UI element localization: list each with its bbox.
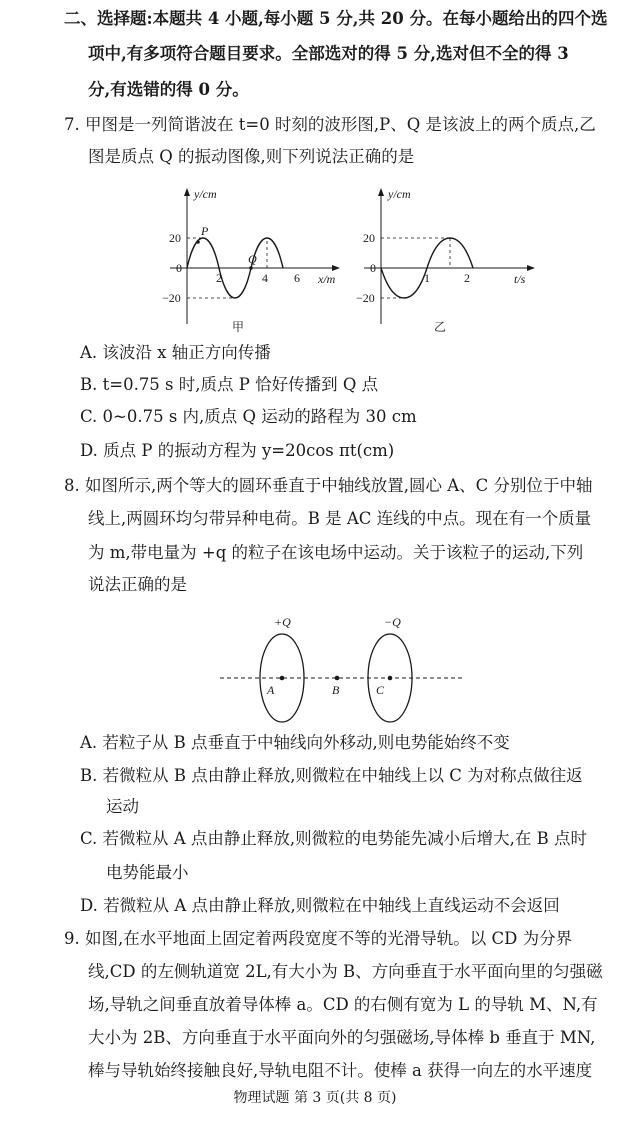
q7-vib-x-tick: 2 [464, 271, 470, 285]
q8-option-c: C. 若微粒从 A 点由静止释放,则微粒的电势能先减小后增大,在 B 点时 [80, 829, 588, 848]
q8-option-b-cont: 运动 [106, 797, 139, 816]
q8-stem-line-2: 线上,两圆环均匀带异种电荷。B 是 AC 连线的中点。现在有一个质量 [88, 509, 592, 528]
page-footer: 物理试题 第 3 页(共 8 页) [233, 1090, 397, 1106]
q7-wave-y-neg: −20 [162, 291, 181, 305]
section-header-line-2: 项中,有多项符合题目要求。全部选对的得 5 分,选对但不全的得 3 [88, 44, 569, 63]
q9-stem-line-3: 场,导轨之间垂直放着导体棒 a。CD 的右侧有宽为 L 的导轨 M、N,有 [88, 995, 598, 1014]
q8-label-c: C [376, 683, 385, 697]
q7-wave-p-label: P [201, 224, 209, 238]
q7-wave-caption: 甲 [232, 320, 245, 334]
q9-stem-line-4: 大小为 2B、方向垂直于水平面向外的匀强磁场,导体棒 b 垂直于 MN, [88, 1028, 596, 1047]
q7-vibration-graph [350, 184, 550, 334]
section-header-line-3: 分,有选错的得 0 分。 [88, 80, 249, 99]
q7-vib-x-tick: 1 [424, 271, 430, 285]
q9-stem-line-2: 线,CD 的左侧轨道宽 2L,有大小为 B、方向垂直于水平面向里的匀强磁 [88, 962, 603, 981]
q7-wave-x-tick: 2 [216, 271, 222, 285]
q8-stem-line-3: 为 m,带电量为 +q 的粒子在该电场中运动。关于该粒子的运动,下列 [88, 543, 584, 562]
q7-option-a: A. 该波沿 x 轴正方向传播 [80, 343, 271, 362]
q8-stem-line-4: 说法正确的是 [88, 575, 187, 594]
q8-charge-right: −Q [384, 615, 401, 629]
q9-stem-line-1: 9. 如图,在水平地面上固定着两段宽度不等的光滑导轨。以 CD 为分界 [64, 929, 573, 948]
q7-stem-line-2: 图是质点 Q 的振动图像,则下列说法正确的是 [88, 147, 415, 166]
q8-label-a: A [267, 683, 275, 697]
q7-wave-y-pos: 20 [169, 231, 181, 245]
section-header-line-1: 二、选择题:本题共 4 小题,每小题 5 分,共 20 分。在每小题给出的四个选 [64, 9, 608, 28]
q8-stem-line-1: 8. 如图所示,两个等大的圆环垂直于中轴线放置,圆心 A、C 分别位于中轴 [64, 476, 593, 495]
q7-option-c: C. 0~0.75 s 内,质点 Q 运动的路程为 30 cm [80, 407, 417, 426]
q8-option-c-cont: 电势能最小 [106, 863, 189, 882]
q7-wave-x-tick: 4 [262, 271, 268, 285]
q7-option-d: D. 质点 P 的振动方程为 y=20cos πt(cm) [80, 441, 395, 460]
q7-vib-xlabel: t/s [514, 272, 526, 286]
q7-wave-ylabel: y/cm [194, 187, 217, 201]
q8-charge-left: +Q [274, 615, 291, 629]
q9-stem-line-5: 棒与导轨始终接触良好,导轨电阻不计。使棒 a 获得一向左的水平速度 [88, 1061, 593, 1080]
q7-wave-graph [160, 184, 360, 334]
q7-wave-q-label: Q [248, 252, 257, 266]
q8-option-d: D. 若微粒从 A 点由静止释放,则微粒在中轴线上直线运动不会返回 [80, 896, 560, 915]
q7-option-b: B. t=0.75 s 时,质点 P 恰好传播到 Q 点 [80, 375, 379, 394]
q7-wave-origin: 0 [176, 261, 182, 275]
q8-rings-figure [212, 606, 472, 726]
q8-label-b: B [332, 683, 340, 697]
q7-vib-origin: 0 [370, 261, 376, 275]
q7-vib-y-pos: 20 [363, 231, 375, 245]
q7-wave-xlabel: x/m [318, 272, 336, 286]
q7-vib-caption: 乙 [434, 320, 447, 334]
q8-option-b: B. 若微粒从 B 点由静止释放,则微粒在中轴线上以 C 为对称点做往返 [80, 766, 583, 785]
q7-vib-ylabel: y/cm [388, 187, 411, 201]
q7-stem-line-1: 7. 甲图是一列简谐波在 t=0 时刻的波形图,P、Q 是该波上的两个质点,乙 [64, 115, 596, 134]
q7-vib-y-neg: −20 [356, 291, 375, 305]
q7-wave-x-tick: 6 [294, 271, 300, 285]
q8-option-a: A. 若粒子从 B 点垂直于中轴线向外移动,则电势能始终不变 [80, 733, 510, 752]
